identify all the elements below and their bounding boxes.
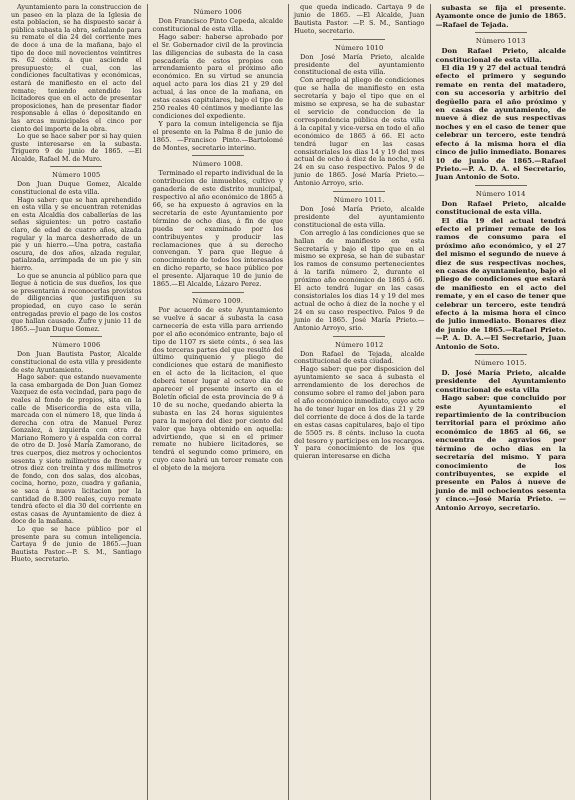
notice (153, 8, 284, 152)
notice-number: Número 1009. (192, 297, 244, 305)
notice (11, 166, 142, 333)
notice-paragraph: Y para la comun inteligencia se fija el presente en la Palma 8 de junio de 1865. —Francisco Pinto.—Bartolomé de Montes, secretario interino. (152, 119, 283, 152)
notice (294, 336, 425, 462)
column-3 (289, 4, 431, 800)
notice-paragraph: Don Francisco Pinto Cepeda, alcalde constitucional de esta villa. (152, 17, 283, 33)
notice-paragraph: Lo que se hace público por el presente para su comun inteligencia. Cartaya 9 de junio de 1865.—Juan Bautista Pastor.—P. S. M., Santiago Hueto, secretario. (11, 525, 142, 564)
notice (436, 354, 567, 512)
notice-divider (50, 166, 102, 167)
notice-number: Número 1006 (52, 341, 101, 350)
notice-paragraph: subasta se fija el presente. Ayamonte once de junio de 1865.—Rafael de Tejada. (435, 4, 566, 29)
notice-number: Número 1008. (192, 160, 244, 169)
column-1 (6, 4, 148, 800)
notice-paragraph: Por acuerdo de este Ayuntamiento se vuelve á sacar á subasta la casa carnecería de esta villa para arriendo por el año económico entrante, bajo el tipo de 1107 rs siete cénts., ó sea las dos terceras partes del que resultó del último quinquenio y pliego de condiciones que estará de manifiesto en el acto de la licitacion, el que deberá tener lugar al octavo dia de aparecer el presente inserto en el Boletín oficial de esta provincia de 9 á 10 de su noche, quedando abierta la subasta en las 24 horas siguientes para la mejora del diez por ciento del valor que haya obtenido en aquella: advirtiendo, que si en el primer remate no hubiere licitadores, se tendrá el segundo como primero, en cuyo caso habrá un tercer remate con el objeto de la mejora (152, 306, 283, 473)
notice-divider (333, 336, 385, 337)
notice-number: Número 1010 (335, 43, 384, 52)
notice-paragraph: Con arreglo á las condiciones que se hallan de manifiesto en esta Secretaría y bajo el tipo que en el mismo se expresa, se han de subastar los ramos de consumo pertenecientes á la tarifa número 2, durante el próximo año económico de 1865 á 66. El acto tendrá lugar en las casas consistoriales los dias 14 y 19 del mes actual de ocho á diez de la noche y el 24 en su caso respectivo. Palos 9 de junio de 1865. José María Prieto.—Antonio Arroyo, srio. (294, 228, 425, 332)
notice-paragraph: Lo que se hace saber por si hay quien guste interesarse en la subasta. Triguero 9 de junio de 1865. —El Alcalde, Rafael M. de Muro. (11, 132, 142, 163)
notice-paragraph: Don José María Prieto, alcalde presidente del ayuntamiento constitucional de esta villa. (294, 205, 425, 229)
notice-paragraph: Don Juan Bautista Pastor, Alcalde constitucional de esta villa y presidente de este Ayuntamiento. (11, 350, 142, 374)
notice-paragraph: Don José María Prieto, alcalde presidente del ayuntamiento constitucional de esta villa. (294, 52, 425, 77)
notice-number: Número 1013 (475, 37, 526, 46)
notice-divider (333, 191, 385, 192)
notice-paragraph: Hago saber: haberse aprobado por el Sr. Gobernador civil de la provincia las diligencias de subasta de la casa pescadería de estos propios con arrendamiento para el próximo año económico. En su virtud se anuncia aquel acto para los dias 21 y 29 del actual, á las once de la mañana, en estas casas capitulares, bajo el tipo de 250 reales 40 céntimos y mediante las condiciones del expediente. (152, 32, 283, 120)
notice (436, 4, 567, 29)
notice-number: Número 1011. (333, 196, 385, 205)
notice-number: Número 1012 (335, 340, 384, 349)
notice-paragraph: Hago saber: que concluido por este Ayuntamiento el repartimiento de la contribucion territorial para el próximo año económico de 1865 al 66, se encuentra de agravios por término de ocho dias en la secretaría del mismo. Y para conocimiento de los contribuyentes, se expide el presente en Palos á nueve de junio de mil ochocientos sesenta y cinco.—José María Prieto. —Antonio Arroyo, secretario. (435, 394, 566, 512)
notice (11, 336, 142, 564)
notice-paragraph: que queda indicado. Cartaya 9 de junio de 1865. —El Alcalde, Juan Bautista Pastor. —P. S. M., Santiago Hueto, secretario. (294, 4, 425, 35)
notice-paragraph: Con arreglo al pliego de condiciones que se halla de manifiesto en esta secretaría y bajo el tipo que en el mismo se expresa, se ha de subastar el servicio de conduccion de la correspondencia pública de esta villa á la capital y vice-versa en todo el año económico de 1865 á 66. El acto tendrá lugar en las casas consistoriales los dias 14 y 19 del mes actual de ocho á diez de la noche, y el 24 en su caso respectivo. Palos 9 de junio de 1865. José María Prieto.—Antonio Arroyo, srio. (294, 76, 425, 188)
notice-divider (333, 39, 385, 40)
notice-number: Número 1005 (52, 171, 101, 180)
notice (153, 155, 284, 289)
notice-paragraph: Hago saber: que se han aprehendido en esta villa y se encuentran retenidas en esta Alcaldía dos caballerías de las señas siguientes: un potro castaño claro, de edad de cuatro años, alzada regular y la marca desherrado de un pie y un hierro.—Una potra, castaña oscura, de dos años, alzada regular, patialzada, arrimpada de un pie y sin hierro. (11, 195, 142, 272)
column-2 (148, 4, 290, 800)
notice-paragraph: Don Rafael de Tejada, alcalde constitucional de esta ciudad. (294, 349, 425, 366)
notice (294, 39, 425, 188)
notice-paragraph: Hago saber: que estando nuevamente la casa embargada de Don Juan Gomez Vazquez de esta vecindad, para pago de reales al fondo de propios, sita en la calle de Misericordia de esta villa, marcada con el número 18, que linda á derecha con otra de Manuel Perez Gonzalez, á izquierda con otra de Mariano Romero y á espalda con corral de otro de D. José María Zamorano, de tres cuerpos, diez metros y ochocientos sesenta y siete milímetros de frente y otros diez con treinta y dos milímetros de fondo, con dos salas, dos alcobas, cocina, horno, pozo, cuadra y gañania, se saca á nueva licitacion por la cantidad de 8.300 reales, cuyo remate tendrá efecto el dia 30 del corriente en estas casas de Ayuntamiento de diez á doce de la mañana. (11, 373, 142, 526)
notice-divider (50, 336, 102, 337)
notice-divider (475, 185, 527, 186)
notice (153, 292, 284, 473)
notice (436, 32, 567, 182)
notice-paragraph: Don Rafael Prieto, alcalde constitucional de esta villa. (435, 47, 566, 64)
notice-paragraph: Don Rafael Prieto, alcalde constitucional de esta villa. (435, 199, 566, 217)
notice-paragraph: Hago saber: que por disposicion del ayuntamiento se saca á subasta el arrendamiento de los derechos de consumo sobre el ramo del jabon para el año económico inmediato, cuyo acto ha de tener lugar en los dias 21 y 29 del corriente de doce á dos de la tarde en estas casas capitulares, bajo el tipo de 5505 rs. 8 cénts. incluso la cuota del tesoro y participes en los recargos. Y para conocimiento de los que quieran interesarse en dicha (294, 365, 425, 461)
notice-divider (192, 292, 244, 293)
notice-paragraph: Terminado el reparto individual de la contribucion de inmuebles, cultivo y ganadería de este distrito municipal, respectivo al año económico de 1865 á 66, se ha expuesto á agravios en la secretaría de este Ayuntamiento por término de ocho dias, á fin de que pueda ser examinado por los contribuyentes y producir las reclamaciones que á su derecho convengan. Y para que llegue á conocimiento de todos los interesados en dicho reparto, se hace público por el presente. Aljaraque 10 de junio de 1865.—El Alcalde, Lázaro Perez. (152, 169, 283, 289)
notice (294, 191, 425, 333)
notice (294, 4, 425, 36)
notice-paragraph: Don Juan Duque Gomez, Alcalde constitucional de esta villa. (11, 180, 142, 197)
notice-paragraph: D. José María Prieto, alcalde presidente del Ayuntamiento constitucional de esta villa (435, 369, 566, 394)
column-4 (431, 4, 572, 800)
notice-paragraph: El dia 19 y 27 del actual tendrá efecto el primero y segundo remate en renta del matadero, con su accesoria y arbitrio del degüello para el año próximo y en casas de ayuntamiento, de nueve á diez de sus respectivas noches y en el caso de tener que celebrar un tercero, este tendrá efecto á la misma hora el dia cinco de julio inmediato. Bonares 10 de junio de 1865.—Rafael Prieto.—P. A. D. A. el Secretario, Juan Antonio de Soto. (435, 64, 566, 182)
notice-paragraph: Ayuntamiento para la construccion de un paseo en la plaza de la Iglesia de esta poblacion, se ha dispuesto sacar á pública subasta la obra, señalando para su remate el dia 24 del corriente mes de doce á una de la mañana, bajo el tipo de doce mil novecientos veintitres rs. 62 cénts. á que asciende el presupuesto; el cual, con las condiciones facultativas y económicas, estará de manifiesto en el acto del remate; teniendo entendido los licitadores que en el acto de presentar proposiciones, han de presentar fiador responsable á ellas ó depositando en las arcas municipales el cinco por ciento del importe de la obra. (11, 4, 142, 133)
notice-number: Número 1014 (475, 189, 526, 198)
notice-divider (192, 155, 244, 156)
notice-paragraph: Lo que se anuncia al público para que llegue á noticia de sus dueños, los que se presentarán á reconocerlas provistos de diligencias que justifiquen su propiedad, en cuyo caso le serán entregadas previo el pago de los costos que hallan causado. Zufre y junio 11 de 1865.—Juan Duque Gomez. (11, 271, 142, 333)
notice-number: Número 1015. (474, 359, 527, 368)
notice-number: Número 1006 (193, 8, 242, 16)
notice-paragraph: El dia 19 del actual tendrá efecto el primer remate de los ramos de consumo para el próximo año económico, y el 27 del mismo el segundo de nueve á diez de sus respectivas noches, en casas de ayuntamiento, bajo el pliego de condiciones que estará de manifiesto en el acto del remate, y en el caso de tener que celebrar un tercero, este tendrá efecto á la misma hora el cinco de julio inmediato. Bonares diez de junio de 1865.—Rafael Prieto.—P. A. D. A.—El Secretario, Juan Antonio de Soto. (435, 216, 566, 351)
notice (436, 185, 567, 351)
notice (11, 4, 142, 163)
notice-divider (475, 354, 527, 355)
notice-divider (475, 32, 527, 33)
